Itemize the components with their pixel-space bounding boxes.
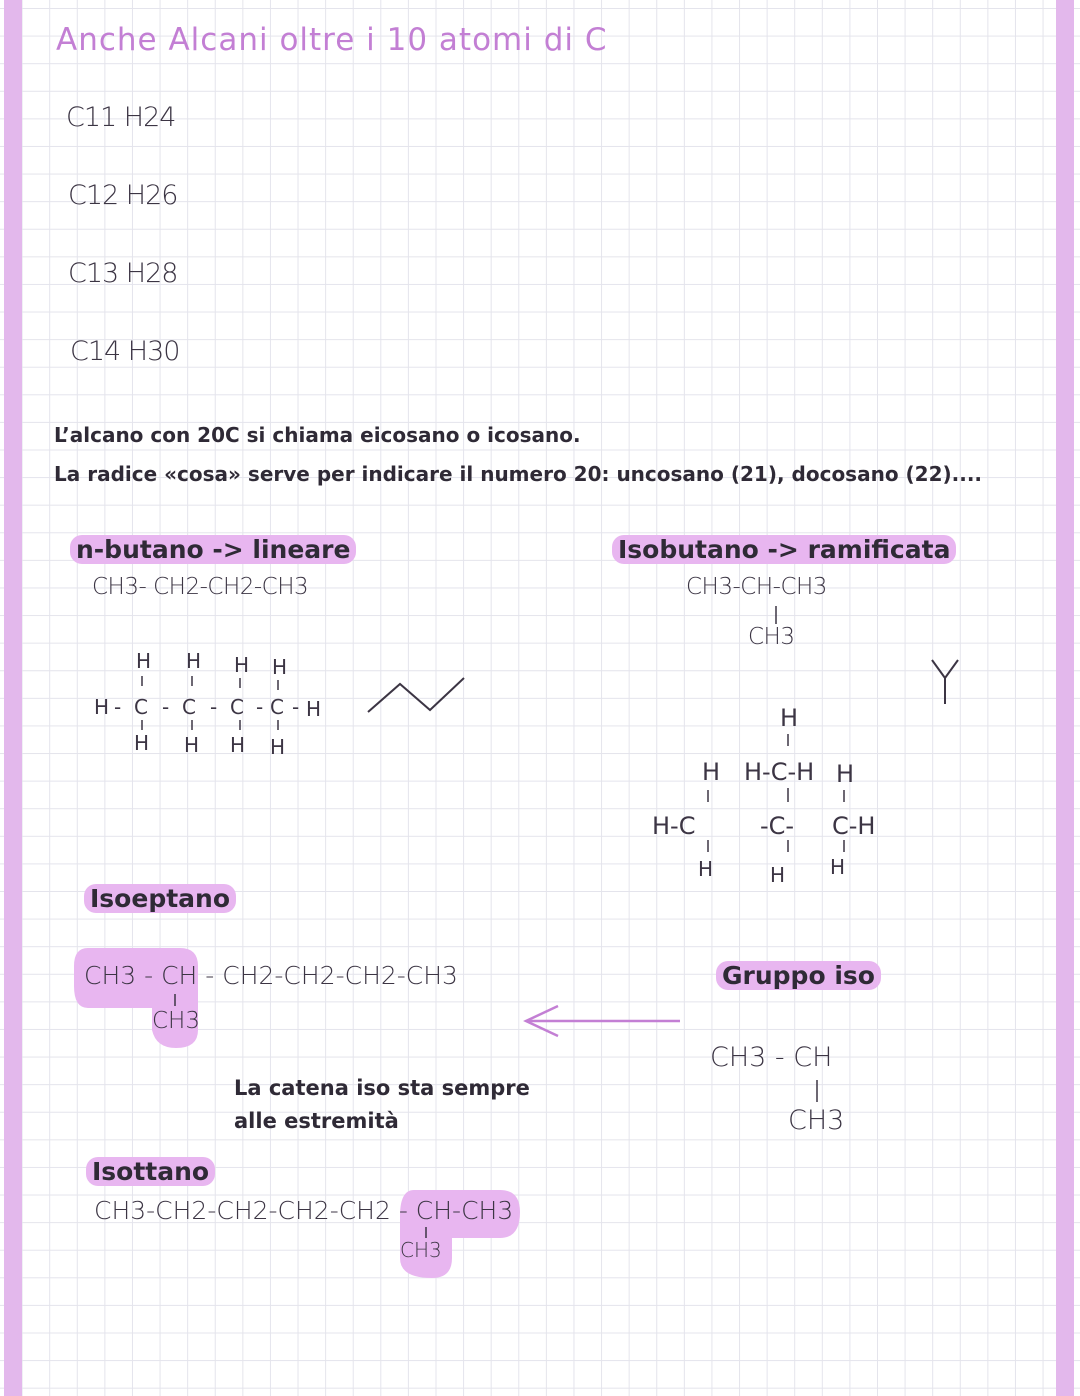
atom-h: H (184, 733, 200, 757)
atom-h: H (94, 695, 110, 719)
atom-h: H (186, 649, 202, 673)
isobutane-structure (640, 690, 910, 900)
bond: - (256, 695, 264, 719)
page-title: Anche Alcani oltre i 10 atomi di C (56, 22, 608, 58)
heading-n-butane: n-butano -> lineare (70, 535, 356, 564)
branch-bond (812, 1078, 822, 1104)
atom-h: H (830, 855, 846, 879)
formula-isooctane: CH3-CH2-CH2-CH2-CH2 - CH-CH3 (94, 1196, 514, 1225)
heading-isoheptane: Isoeptano (84, 884, 236, 913)
row-left: H-C (652, 812, 696, 840)
branch-bond (770, 604, 782, 626)
formula-c14: C14 H30 (70, 336, 180, 367)
note-iso-chain: La catena iso sta sempre alle estremità (234, 1076, 530, 1133)
atom-h: H (698, 857, 714, 881)
formula-c11: C11 H24 (66, 102, 176, 133)
zigzag-skeletal-icon (360, 670, 470, 720)
formula-iso-group-branch: CH3 (788, 1105, 845, 1136)
formula-iso-group: CH3 - CH (710, 1042, 833, 1073)
bond: - (292, 695, 300, 719)
formula-isoheptane: CH3 - CH - CH2-CH2-CH2-CH3 (84, 961, 458, 990)
atom-c: C (182, 695, 196, 719)
formula-n-butane: CH3- CH2-CH2-CH3 (92, 574, 309, 600)
arrow-left-icon (518, 1000, 688, 1044)
n-butane-bottom-h (134, 731, 285, 759)
atom-h: H (272, 655, 288, 679)
atom-h: H (836, 760, 855, 788)
formula-isoheptane-branch: CH3 (152, 1008, 200, 1034)
atom-h: H (770, 863, 786, 887)
atom-c: C (230, 695, 244, 719)
heading-iso-group: Gruppo iso (716, 961, 881, 990)
n-butane-main-row (94, 695, 321, 721)
note-cosa-root: La radice «cosa» serve per indicare il numero 20: uncosano (21), docosano (22).... (54, 462, 983, 486)
row-mid: -C- (760, 812, 795, 840)
left-margin-bar (4, 0, 22, 1396)
atom-h: H (780, 704, 799, 732)
bond: - (114, 695, 122, 719)
atom-h: H (234, 653, 250, 677)
right-margin-bar (1056, 0, 1074, 1396)
bond: - (210, 695, 218, 719)
formula-isobutane: CH3-CH-CH3 (686, 574, 827, 600)
formula-isooctane-branch: CH3 (400, 1238, 442, 1262)
atom-h: H (306, 697, 322, 721)
row-right: C-H (832, 812, 876, 840)
formula-isobutane-branch: CH3 (748, 624, 795, 650)
atom-h: H (230, 733, 246, 757)
atom-h: H (136, 649, 152, 673)
atom-c: C (134, 695, 148, 719)
y-skeletal-icon (930, 656, 960, 708)
heading-isooctane: Isottano (86, 1157, 215, 1186)
n-butane-structure (80, 640, 340, 770)
note-eicosane: L’alcano con 20C si chiama eicosano o icosano. (54, 423, 581, 447)
atom-h: H (702, 758, 721, 786)
formula-c12: C12 H26 (68, 180, 178, 211)
branch-group: H-C-H (744, 758, 815, 786)
atom-h: H (270, 735, 286, 759)
n-butane-top-h (136, 649, 287, 679)
atom-c: C (270, 695, 284, 719)
formula-c13: C13 H28 (68, 258, 178, 289)
atom-h: H (134, 731, 150, 755)
heading-isobutane: Isobutano -> ramificata (612, 535, 956, 564)
branch-bond (170, 992, 180, 1008)
bond: - (162, 695, 170, 719)
